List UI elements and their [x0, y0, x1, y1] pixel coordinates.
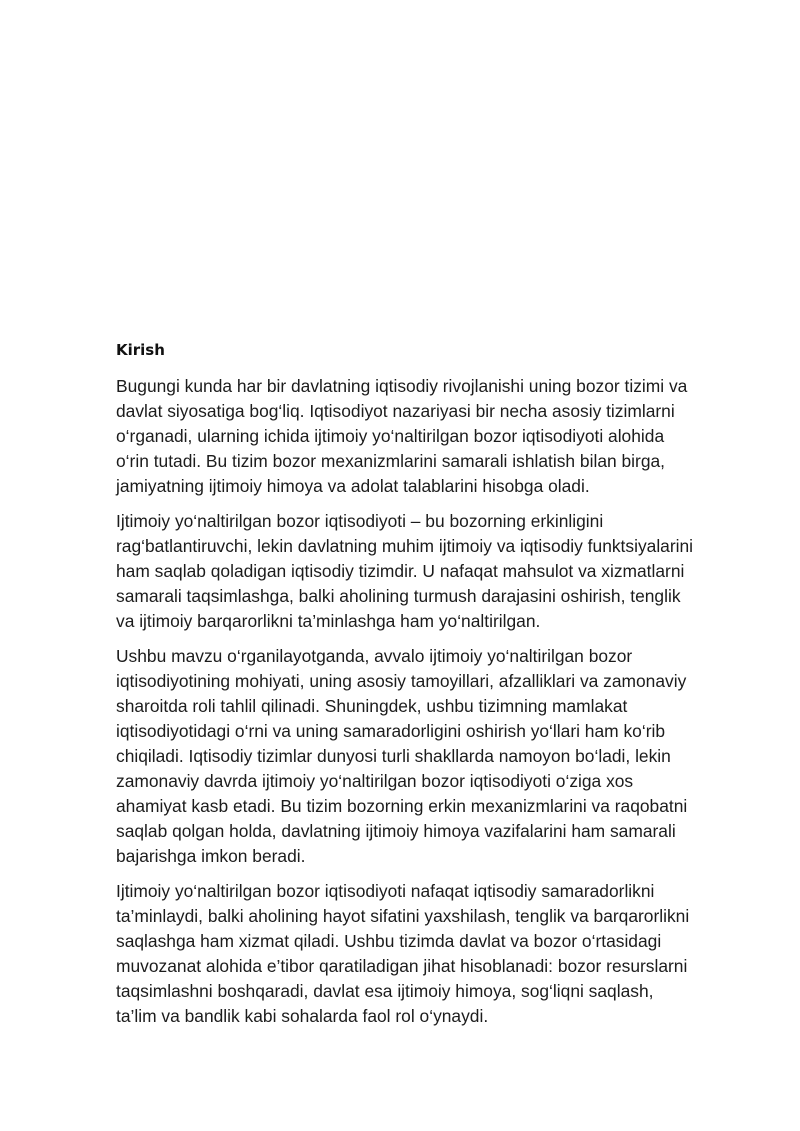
paragraph-line: Ushbu mavzu o‘rganilayotganda, avvalo ijtimoiy yo‘naltirilgan bozor: [116, 646, 633, 666]
paragraph-line: ta’minlaydi, balki aholining hayot sifatini yaxshilash, tenglik va barqarorlikni: [116, 906, 690, 926]
paragraph-line: jamiyatning ijtimoiy himoya va adolat talablarini hisobga oladi.: [116, 476, 590, 496]
paragraph-line: bajarishga imkon beradi.: [116, 846, 306, 866]
paragraph-line: chiqiladi. Iqtisodiy tizimlar dunyosi turli shakllarda namoyon bo‘ladi, lekin: [116, 746, 671, 766]
body-paragraph: [116, 644, 742, 869]
paragraph-list: [116, 374, 742, 1029]
body-paragraph: [116, 374, 742, 499]
paragraph-line: muvozanat alohida e’tibor qaratiladigan jihat hisoblanadi: bozor resurslarni: [116, 956, 688, 976]
body-paragraph: [116, 509, 742, 634]
paragraph-line: saqlab qolgan holda, davlatning ijtimoiy himoya vazifalarini ham samarali: [116, 821, 676, 841]
paragraph-line: iqtisodiyotining mohiyati, uning asosiy tamoyillari, afzalliklari va zamonaviy: [116, 671, 687, 691]
paragraph-line: saqlashga ham xizmat qiladi. Ushbu tizimda davlat va bozor o‘rtasidagi: [116, 931, 662, 951]
paragraph-line: o‘rganadi, ularning ichida ijtimoiy yo‘naltirilgan bozor iqtisodiyoti alohida: [116, 426, 665, 446]
paragraph-line: Ijtimoiy yo‘naltirilgan bozor iqtisodiyoti nafaqat iqtisodiy samaradorlikni: [116, 881, 655, 901]
paragraph-line: iqtisodiyotidagi o‘rni va uning samaradorligini oshirish yo‘llari ham ko‘rib: [116, 721, 666, 741]
paragraph-line: Ijtimoiy yo‘naltirilgan bozor iqtisodiyoti – bu bozorning erkinligini: [116, 511, 604, 531]
body-paragraph: [116, 879, 742, 1029]
paragraph-line: va ijtimoiy barqarorlikni ta’minlashga ham yo‘naltirilgan.: [116, 611, 541, 631]
paragraph-line: o‘rin tutadi. Bu tizim bozor mexanizmlarini samarali ishlatish bilan birga,: [116, 451, 665, 471]
document-body: [116, 339, 742, 1039]
paragraph-line: zamonaviy davrda ijtimoiy yo‘naltirilgan bozor iqtisodiyoti o‘ziga xos: [116, 771, 634, 791]
paragraph-line: Bugungi kunda har bir davlatning iqtisodiy rivojlanishi uning bozor tizimi va: [116, 376, 688, 396]
section-heading: Kirish: [116, 341, 165, 359]
paragraph-line: rag‘batlantiruvchi, lekin davlatning muhim ijtimoiy va iqtisodiy funktsiyalarini: [116, 536, 694, 556]
paragraph-line: ham saqlab qoladigan iqtisodiy tizimdir. U nafaqat mahsulot va xizmatlarni: [116, 561, 685, 581]
paragraph-line: davlat siyosatiga bog‘liq. Iqtisodiyot nazariyasi bir necha asosiy tizimlarni: [116, 401, 675, 421]
paragraph-line: samarali taqsimlashga, balki aholining turmush darajasini oshirish, tenglik: [116, 586, 681, 606]
paragraph-line: taqsimlashni boshqaradi, davlat esa ijtimoiy himoya, sog‘liqni saqlash,: [116, 981, 654, 1001]
paragraph-line: ta’lim va bandlik kabi sohalarda faol rol o‘ynaydi.: [116, 1006, 489, 1026]
paragraph-line: ahamiyat kasb etadi. Bu tizim bozorning erkin mexanizmlarini va raqobatni: [116, 796, 688, 816]
paragraph-line: sharoitda roli tahlil qilinadi. Shuningdek, ushbu tizimning mamlakat: [116, 696, 628, 716]
